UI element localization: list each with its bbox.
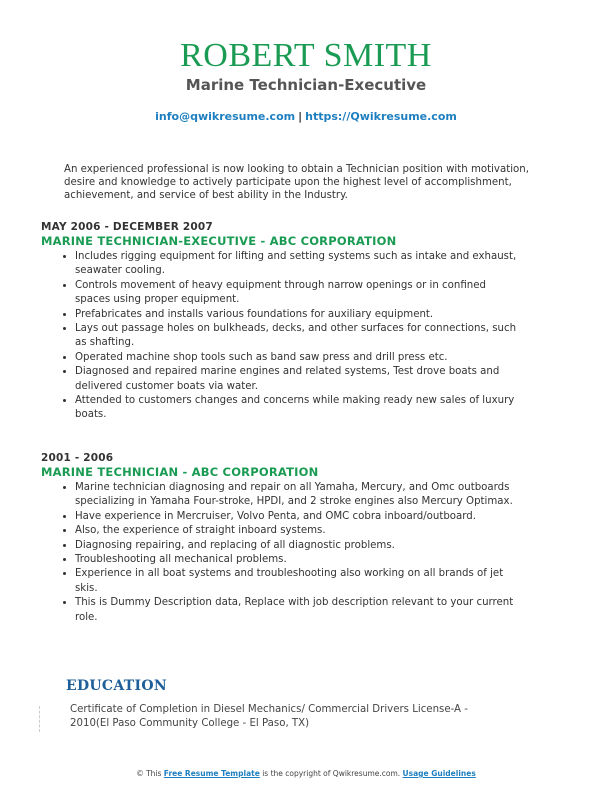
list-item: • Experience in all boat systems and troubleshooting also working on all brands of jet skis. <box>75 567 523 596</box>
list-item: • Have experience in Mercruiser, Volvo Penta, and OMC cobra inboard/outboard. <box>75 510 523 524</box>
contact-line <box>0 110 612 123</box>
candidate-name: ROBERT SMITH <box>180 37 432 74</box>
footer-prefix: © This <box>136 769 162 778</box>
list-item: • Diagnosed and repaired marine engines and related systems, Test drove boats and delivered customer boats via water. <box>75 365 523 394</box>
email-link[interactable]: info@qwikresume.com <box>155 110 296 123</box>
list-item: • Lays out passage holes on bulkheads, decks, and other surfaces for connections, such as shafting. <box>75 322 523 351</box>
job-role: MARINE TECHNICIAN-EXECUTIVE - ABC CORPORATION <box>41 234 397 248</box>
summary-paragraph: An experienced professional is now looking to obtain a Technician position with motivation, desire and knowledge to actively participate upon the highest level of accomplishment, achievement, and service of best ability in the Industry. <box>64 164 529 201</box>
footer-copyright-text: is the copyright of Qwikresume.com. <box>262 769 401 778</box>
copyright-footer <box>0 769 612 778</box>
candidate-title: Marine Technician-Executive <box>185 76 427 94</box>
usage-guidelines-link[interactable]: Usage Guidelines <box>402 769 476 778</box>
free-resume-template-link[interactable]: Free Resume Template <box>163 769 260 778</box>
resume-header <box>0 38 612 123</box>
list-item: • Marine technician diagnosing and repair on all Yamaha, Mercury, and Omc outboards specializing in Yamaha Four-stroke, HPDI, and 2 stroke engines also Mercury Optimax. <box>75 481 523 510</box>
list-item: • Prefabricates and installs various foundations for auxiliary equipment. <box>75 308 523 322</box>
job-bullets <box>41 250 541 423</box>
list-item: • Diagnosing repairing, and replacing of all diagnostic problems. <box>75 539 523 553</box>
list-item: • Attended to customers changes and concerns while making ready new sales of luxury boats. <box>75 394 523 423</box>
contact-separator: | <box>298 110 303 123</box>
experience-entry-2 <box>41 452 541 625</box>
list-item: • Includes rigging equipment for lifting and setting systems such as intake and exhaust, seawater cooling. <box>75 250 523 279</box>
job-dates: MAY 2006 - DECEMBER 2007 <box>41 221 213 233</box>
list-item: • Also, the experience of straight inboard systems. <box>75 524 523 538</box>
job-bullets <box>41 481 541 625</box>
job-dates: 2001 - 2006 <box>41 452 114 464</box>
website-link[interactable]: https://Qwikresume.com <box>305 110 457 123</box>
list-item: • Controls movement of heavy equipment through narrow openings or in confined spaces using proper equipment. <box>75 279 523 308</box>
job-role: MARINE TECHNICIAN - ABC CORPORATION <box>41 465 319 479</box>
list-item: • This is Dummy Description data, Replace with job description relevant to your current role. <box>75 596 523 625</box>
education-heading: EDUCATION <box>66 678 167 694</box>
experience-entry-1 <box>41 221 541 423</box>
education-divider <box>39 706 40 732</box>
education-entry: Certificate of Completion in Diesel Mechanics/ Commercial Drivers License-A - 2010(El Paso Community College - El Paso, TX) <box>70 704 468 729</box>
list-item: • Operated machine shop tools such as band saw press and drill press etc. <box>75 351 523 365</box>
list-item: • Troubleshooting all mechanical problems. <box>75 553 523 567</box>
